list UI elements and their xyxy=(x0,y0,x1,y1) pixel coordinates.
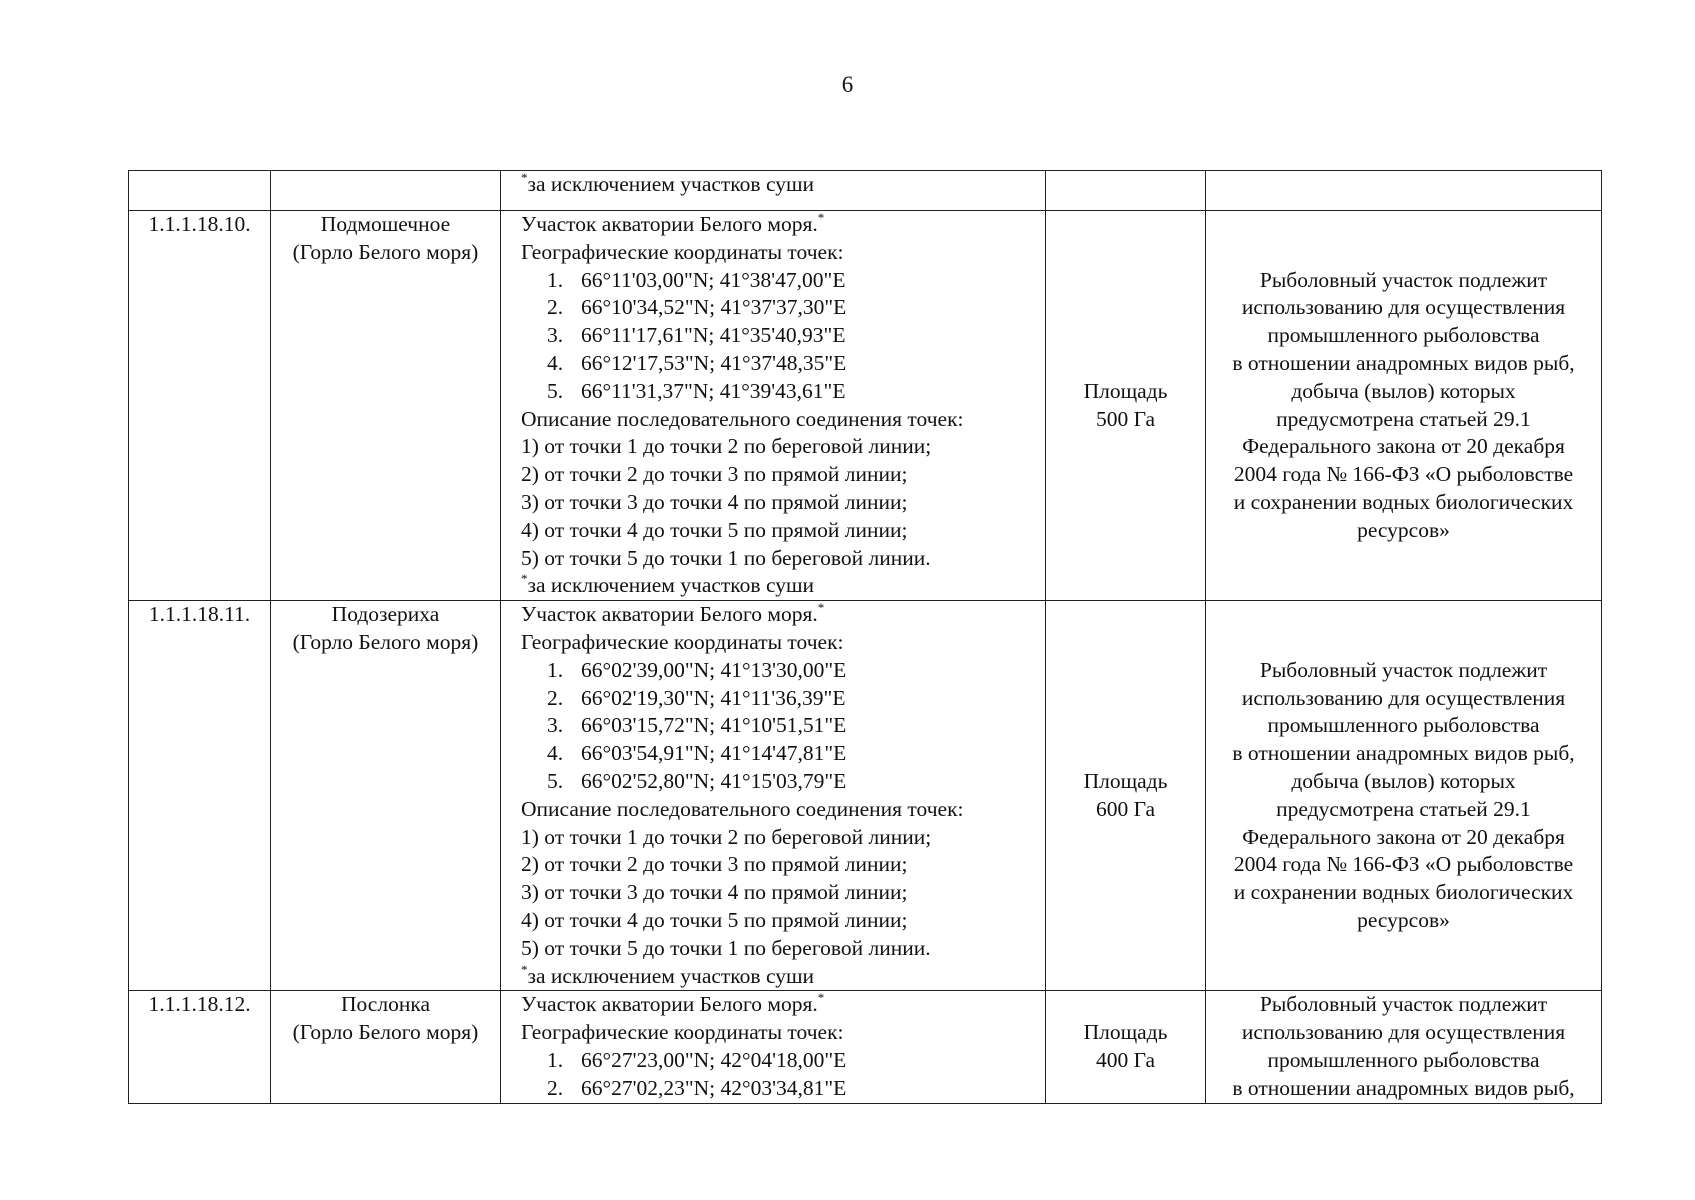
coord-item: 1. 66°11'03,00"N; 41°38'47,00"E xyxy=(547,267,846,292)
purpose-line: в отношении анадромных видов рыб, xyxy=(1232,741,1575,766)
cell-empty xyxy=(1206,171,1602,211)
purpose-line: и сохранении водных биологических xyxy=(1233,880,1574,905)
purpose-line: и сохранении водных биологических xyxy=(1233,489,1574,514)
area-value: 500 Га xyxy=(1095,406,1156,431)
area-intro: Участок акватории Белого моря.* xyxy=(521,990,825,1017)
coord-item: 4. 66°12'17,53"N; 41°37'48,35"E xyxy=(547,350,847,375)
connection-title: Описание последовательного соединения точек: xyxy=(521,406,964,431)
area-description xyxy=(501,991,1046,1103)
area-description xyxy=(501,211,1046,601)
area-label: Площадь xyxy=(1083,768,1168,793)
purpose-line: предусмотрена статьей 29.1 xyxy=(1276,406,1531,431)
area-description xyxy=(501,601,1046,991)
purpose-line: использованию для осуществления xyxy=(1241,1020,1566,1045)
purpose-cell xyxy=(1206,991,1602,1103)
purpose-line: 2004 года № 166-ФЗ «О рыболовстве xyxy=(1233,462,1574,487)
purpose-line: использованию для осуществления xyxy=(1241,295,1566,320)
area-size-cell xyxy=(1046,601,1206,991)
area-size-cell xyxy=(1046,991,1206,1103)
table-row xyxy=(129,991,1602,1103)
coord-item: 3. 66°03'15,72"N; 41°10'51,51"E xyxy=(547,713,847,738)
area-value: 600 Га xyxy=(1095,796,1156,821)
row-number: 1.1.1.18.10. xyxy=(129,211,271,601)
purpose-line: добыча (вылов) которых xyxy=(1291,378,1516,403)
area-region: (Горло Белого моря) xyxy=(292,239,479,264)
purpose-line: промышленного рыболовства xyxy=(1267,323,1540,348)
connection-item: 1) от точки 1 до точки 2 по береговой линии; xyxy=(521,434,932,459)
coord-item: 3. 66°11'17,61"N; 41°35'40,93"E xyxy=(547,323,846,348)
area-label: Площадь xyxy=(1083,1020,1168,1045)
coords-title: Географические координаты точек: xyxy=(521,1020,844,1045)
area-region: (Горло Белого моря) xyxy=(292,1020,479,1045)
purpose-line: Федерального закона от 20 декабря xyxy=(1242,824,1565,849)
purpose-line: Рыболовный участок подлежит xyxy=(1259,992,1548,1017)
purpose-cell xyxy=(1206,601,1602,991)
connection-item: 4) от точки 4 до точки 5 по прямой линии; xyxy=(521,517,908,542)
area-name: Подмошечное xyxy=(320,212,451,236)
purpose-line: в отношении анадромных видов рыб, xyxy=(1232,1075,1575,1100)
coord-item: 5. 66°11'31,37"N; 41°39'43,61"E xyxy=(547,378,846,403)
purpose-line: 2004 года № 166-ФЗ «О рыболовстве xyxy=(1233,852,1574,877)
area-size-cell xyxy=(1046,211,1206,601)
coord-item: 5. 66°02'52,80"N; 41°15'03,79"E xyxy=(547,768,847,793)
purpose-line: ресурсов» xyxy=(1357,517,1450,542)
area-name: Послонка xyxy=(340,992,430,1017)
connection-item: 5) от точки 5 до точки 1 по береговой линии. xyxy=(521,935,931,960)
coord-item: 2. 66°10'34,52"N; 41°37'37,30"E xyxy=(547,295,847,320)
connection-item: 4) от точки 4 до точки 5 по прямой линии; xyxy=(521,907,908,932)
area-name-cell xyxy=(271,211,501,601)
footnote: *за исключением участков суши xyxy=(521,961,815,988)
connection-item: 1) от точки 1 до точки 2 по береговой линии; xyxy=(521,824,932,849)
cell-empty xyxy=(129,171,271,211)
coords-title: Географические координаты точек: xyxy=(521,629,844,654)
cell-empty xyxy=(271,171,501,211)
purpose-line: добыча (вылов) которых xyxy=(1291,768,1516,793)
area-intro: Участок акватории Белого моря.* xyxy=(521,210,825,236)
coord-item: 1. 66°02'39,00"N; 41°13'30,00"E xyxy=(547,657,847,682)
connection-item: 5) от точки 5 до точки 1 по береговой линии. xyxy=(521,545,931,570)
footnote: *за исключением участков суши xyxy=(521,571,815,598)
area-value: 400 Га xyxy=(1095,1047,1156,1072)
purpose-line: предусмотрена статьей 29.1 xyxy=(1276,796,1531,821)
coords-title: Географические координаты точек: xyxy=(521,239,844,264)
continued-footnote: *за исключением участков суши xyxy=(501,171,1046,211)
purpose-line: ресурсов» xyxy=(1357,907,1450,932)
connection-item: 3) от точки 3 до точки 4 по прямой линии; xyxy=(521,489,908,514)
purpose-line: промышленного рыболовства xyxy=(1267,713,1540,738)
purpose-line: использованию для осуществления xyxy=(1241,685,1566,710)
connection-title: Описание последовательного соединения точек: xyxy=(521,796,964,821)
area-name-cell xyxy=(271,991,501,1103)
coord-item: 2. 66°02'19,30"N; 41°11'36,39"E xyxy=(547,685,846,710)
connection-item: 2) от точки 2 до точки 3 по прямой линии; xyxy=(521,852,908,877)
table-row-continuation xyxy=(129,171,1602,211)
footnote-text: за исключением участков суши xyxy=(527,172,815,196)
area-name: Подозериха xyxy=(331,602,440,627)
purpose-cell xyxy=(1206,211,1602,601)
area-label: Площадь xyxy=(1083,378,1168,403)
area-name-cell xyxy=(271,601,501,991)
purpose-line: промышленного рыболовства xyxy=(1267,1047,1540,1072)
row-number: 1.1.1.18.11. xyxy=(129,601,271,991)
coord-item: 2. 66°27'02,23"N; 42°03'34,81"E xyxy=(547,1075,847,1100)
cell-empty xyxy=(1046,171,1206,211)
purpose-line: Рыболовный участок подлежит xyxy=(1259,267,1548,292)
purpose-line: Рыболовный участок подлежит xyxy=(1259,657,1548,682)
coord-item: 1. 66°27'23,00"N; 42°04'18,00"E xyxy=(547,1047,847,1072)
purpose-line: Федерального закона от 20 декабря xyxy=(1242,434,1565,459)
purpose-line: в отношении анадромных видов рыб, xyxy=(1232,350,1575,375)
table-row xyxy=(129,601,1602,991)
connection-item: 2) от точки 2 до точки 3 по прямой линии; xyxy=(521,462,908,487)
row-number: 1.1.1.18.12. xyxy=(129,991,271,1103)
page-number: 6 xyxy=(841,72,854,97)
connection-item: 3) от точки 3 до точки 4 по прямой линии; xyxy=(521,880,908,905)
table-row xyxy=(129,211,1602,601)
fishing-areas-table xyxy=(128,170,1602,1104)
area-intro: Участок акватории Белого моря.* xyxy=(521,600,825,627)
coord-item: 4. 66°03'54,91"N; 41°14'47,81"E xyxy=(547,741,847,766)
area-region: (Горло Белого моря) xyxy=(292,629,479,654)
